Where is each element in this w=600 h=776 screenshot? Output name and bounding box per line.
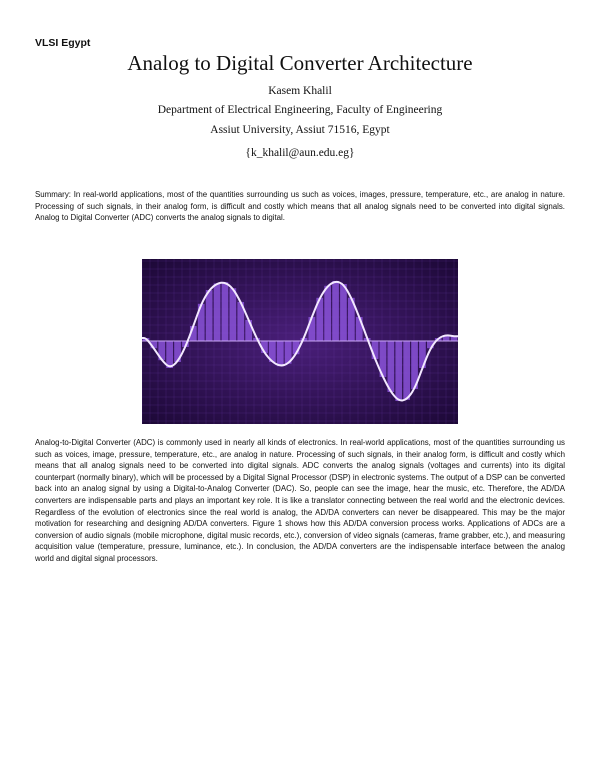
author-email: {k_khalil@aun.edu.eg}	[245, 147, 355, 159]
sample-bar	[403, 341, 410, 400]
summary-paragraph: Summary: In real-world applications, most of the quantities surrounding us such as voices, images, pressure, temperature, etc., are analog in nature. Processing of such signals, in their analog form, is difficult and costly which means that all analog signals need to be converted into digital signals. Analog to Digital Converter (ADC) converts the analog signals to digital.	[35, 190, 565, 223]
paper-title: Analog to Digital Converter Architecture	[127, 51, 473, 75]
author-name: Kasem Khalil	[268, 85, 332, 97]
sample-bar	[388, 341, 395, 392]
sample-bar	[222, 282, 229, 341]
sample-bar	[324, 286, 331, 341]
affiliation-department: Department of Electrical Engineering, Faculty of Engineering	[157, 104, 443, 116]
sample-bar	[340, 284, 347, 341]
sample-bar	[332, 281, 339, 341]
affiliation-university: Assiut University, Assiut 71516, Egypt	[210, 124, 390, 136]
body-paragraph: Analog-to-Digital Converter (ADC) is commonly used in nearly all kinds of electronics. In real-world applications, most of the quantities surrounding us such as voices, image, pressure, temperature, etc., are analog in nature. Processing of such signals, in their analog form, is difficult and costly which means that all analog signals need to be converted into digital signals. ADC converts the analog signals (voltages and currents) into its digital counterpart (normally binary), which will be processed by a Digital Signal Processor (DSP) in electronic systems. The output of a DSP can be converted back into an analog signal by using a Digital-to-Analog Converter (DAC). So, people can see the image, hear the music, etc. Therefore, the AD/DA converters are indispensable parts and plays an important key role. It is like a translator connecting between the real world and the electronic devices. Regardless of the evolution of electronics since the real world is analog, the AD/DA converters can never be disappeared. This may be the major motivation for researching and designing AD/DA converters. Figure 1 shows how this AD/DA conversion process works. Applications of ADCs are a conversion of audio signals (mobile microphone, digital music records, etc.), conversion of video signals (cameras, frame grabber, etc.), and measuring acquisition value (temperature, pressure, luminance, etc.). In conclusion, the AD/DA converters are the indispensable interface between the analog world and digital signal processors.	[35, 438, 565, 563]
sample-bar	[166, 341, 173, 368]
sample-bar	[206, 290, 213, 341]
sample-bar	[395, 341, 402, 401]
sample-bar	[277, 341, 284, 366]
sample-bar	[214, 283, 221, 341]
adc-figure	[142, 259, 458, 424]
sample-bar	[230, 288, 237, 341]
header-tag: VLSI Egypt	[35, 37, 91, 49]
sampled-sine-wave-image	[142, 259, 458, 424]
